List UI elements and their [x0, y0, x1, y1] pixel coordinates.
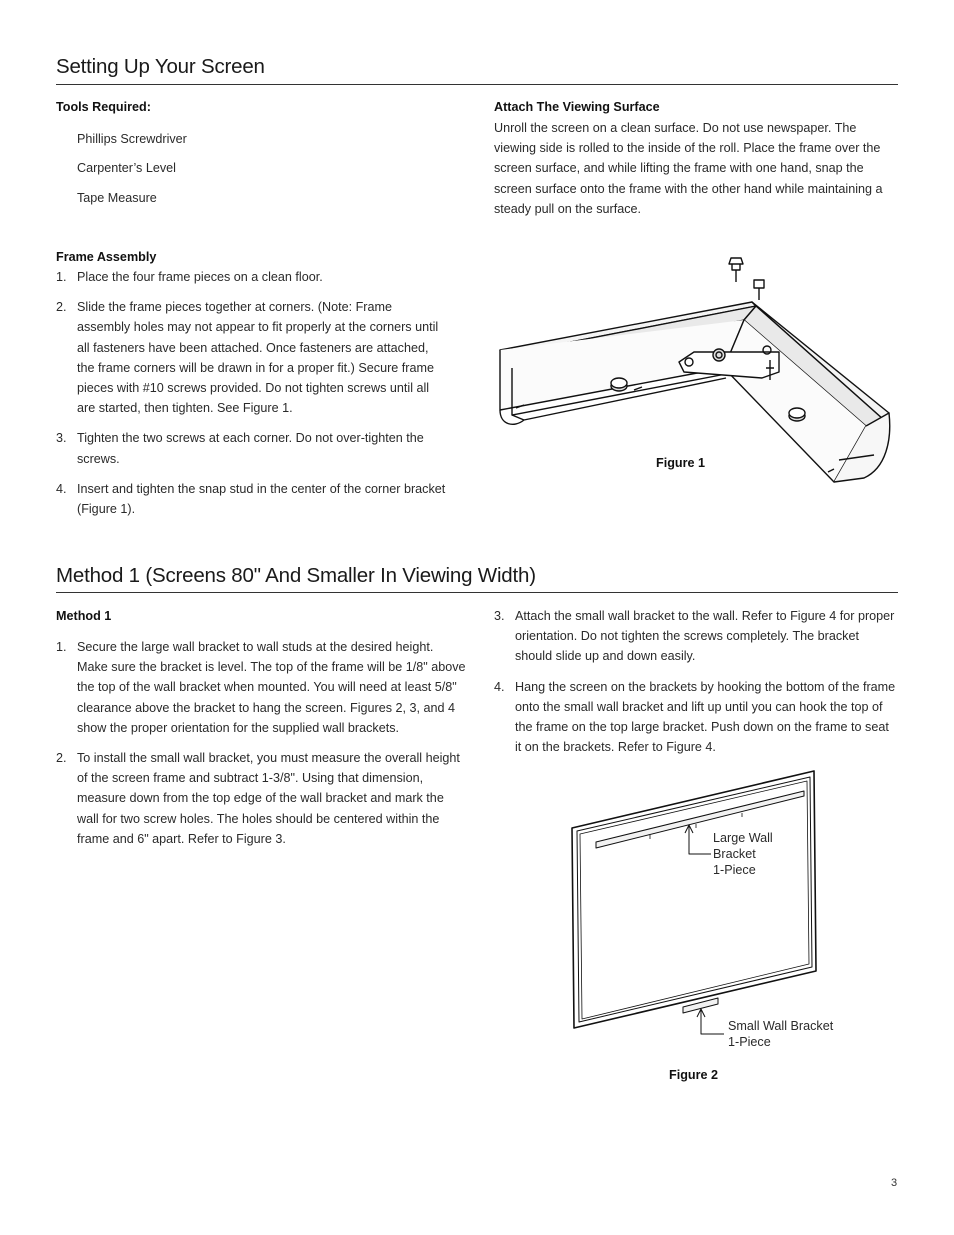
step-item [494, 606, 898, 667]
method1-steps-right [494, 606, 898, 757]
step-text: Secure the large wall bracket to wall studs at the desired height. Make sure the bracket is level. The top of the frame will be 1/8" above the top of the wall bracket when mounted. You will need at least 5/8" clearance above the bracket to hang the screen. Figures 2, 3, and 4 show the proper orientation for the supplied wall brackets. [77, 640, 466, 735]
step-number: 3. [494, 609, 505, 623]
step-number: 2. [56, 751, 67, 766]
step-number: 3. [56, 431, 67, 446]
step-item [56, 479, 448, 519]
step-item [56, 267, 448, 287]
step-item [56, 748, 466, 849]
frame-assembly-steps [56, 267, 448, 519]
callout-line: 1-Piece [728, 1035, 771, 1049]
step-text: Attach the small wall bracket to the wall. Refer to Figure 4 for proper orientation. Do not tighten the screws completely. The bracket should slide up and down easily. [515, 609, 895, 664]
tool-item: Phillips Screwdriver [77, 132, 187, 146]
callout-line: Bracket [713, 847, 756, 861]
large-bracket-label [713, 830, 773, 878]
figure2-screen-mounting-illustration [566, 766, 826, 1036]
method1-steps-left [56, 637, 466, 849]
figure1-caption: Figure 1 [656, 456, 705, 470]
tool-item: Carpenter’s Level [77, 161, 176, 175]
step-text: Place the four frame pieces on a clean floor. [77, 270, 323, 284]
attach-text: Unroll the screen on a clean surface. Do not use newspaper. The viewing side is rolled to the inside of the roll. Place the frame over the screen surface, and while lifting the frame with one hand, snap the screen surface onto the frame with the other hand while maintaining a steady pull on the surface. [494, 121, 883, 216]
callout-line: 1-Piece [713, 863, 756, 877]
step-item [56, 297, 448, 418]
step-text: To install the small wall bracket, you must measure the overall height of the screen frame and subtract 1-3/8". Using that dimension, measure down from the top edge of the wall bracket and mark the wall for two screw holes. The holes should be centered within the frame and 6" apart. Refer to Figure 3. [77, 751, 460, 846]
frame-assembly-heading: Frame Assembly [56, 250, 157, 264]
step-number: 1. [56, 640, 67, 654]
small-bracket-label [728, 1018, 833, 1050]
figure2-caption: Figure 2 [669, 1068, 718, 1082]
step-item [56, 637, 466, 738]
step-number: 2. [56, 300, 67, 315]
step-text: Tighten the two screws at each corner. Do not over-tighten the screws. [77, 431, 424, 466]
tool-item: Tape Measure [77, 191, 157, 205]
step-item [56, 428, 448, 468]
step-text: Hang the screen on the brackets by hooking the bottom of the frame onto the small wall bracket and lift up until you can hook the top of the frame on the top large bracket. Push down on the frame to seat it on the brackets. Refer to Figure 4. [515, 679, 896, 755]
attach-heading: Attach The Viewing Surface [494, 100, 660, 114]
section-title-method1: Method 1 (Screens 80" And Smaller In Viewing Width) [56, 564, 536, 587]
step-text: Slide the frame pieces together at corners. (Note: Frame assembly holes may not appear to fit properly at the corners until all fasteners have been attached. Once fasteners are attached, the frame corners will be drawn in for a proper fit.) Secure frame pieces with #10 screws provided. Do not tighten screws until all are started, then tighten. See Figure 1. [77, 300, 439, 416]
page-number: 3 [891, 1177, 898, 1189]
step-text: Insert and tighten the snap stud in the center of the corner bracket (Figure 1). [77, 481, 446, 517]
section-title-setup: Setting Up Your Screen [56, 55, 265, 78]
step-number: 4. [494, 679, 505, 694]
step-number: 1. [56, 270, 67, 284]
callout-line: Large Wall [713, 831, 773, 845]
method1-heading: Method 1 [56, 609, 112, 623]
section-divider [56, 84, 898, 85]
step-number: 4. [56, 481, 67, 496]
callout-line: Small Wall Bracket [728, 1019, 834, 1033]
section-divider [56, 592, 898, 593]
tools-heading: Tools Required: [56, 100, 151, 114]
figure1-frame-corner-illustration [494, 250, 894, 490]
step-item [494, 677, 898, 758]
